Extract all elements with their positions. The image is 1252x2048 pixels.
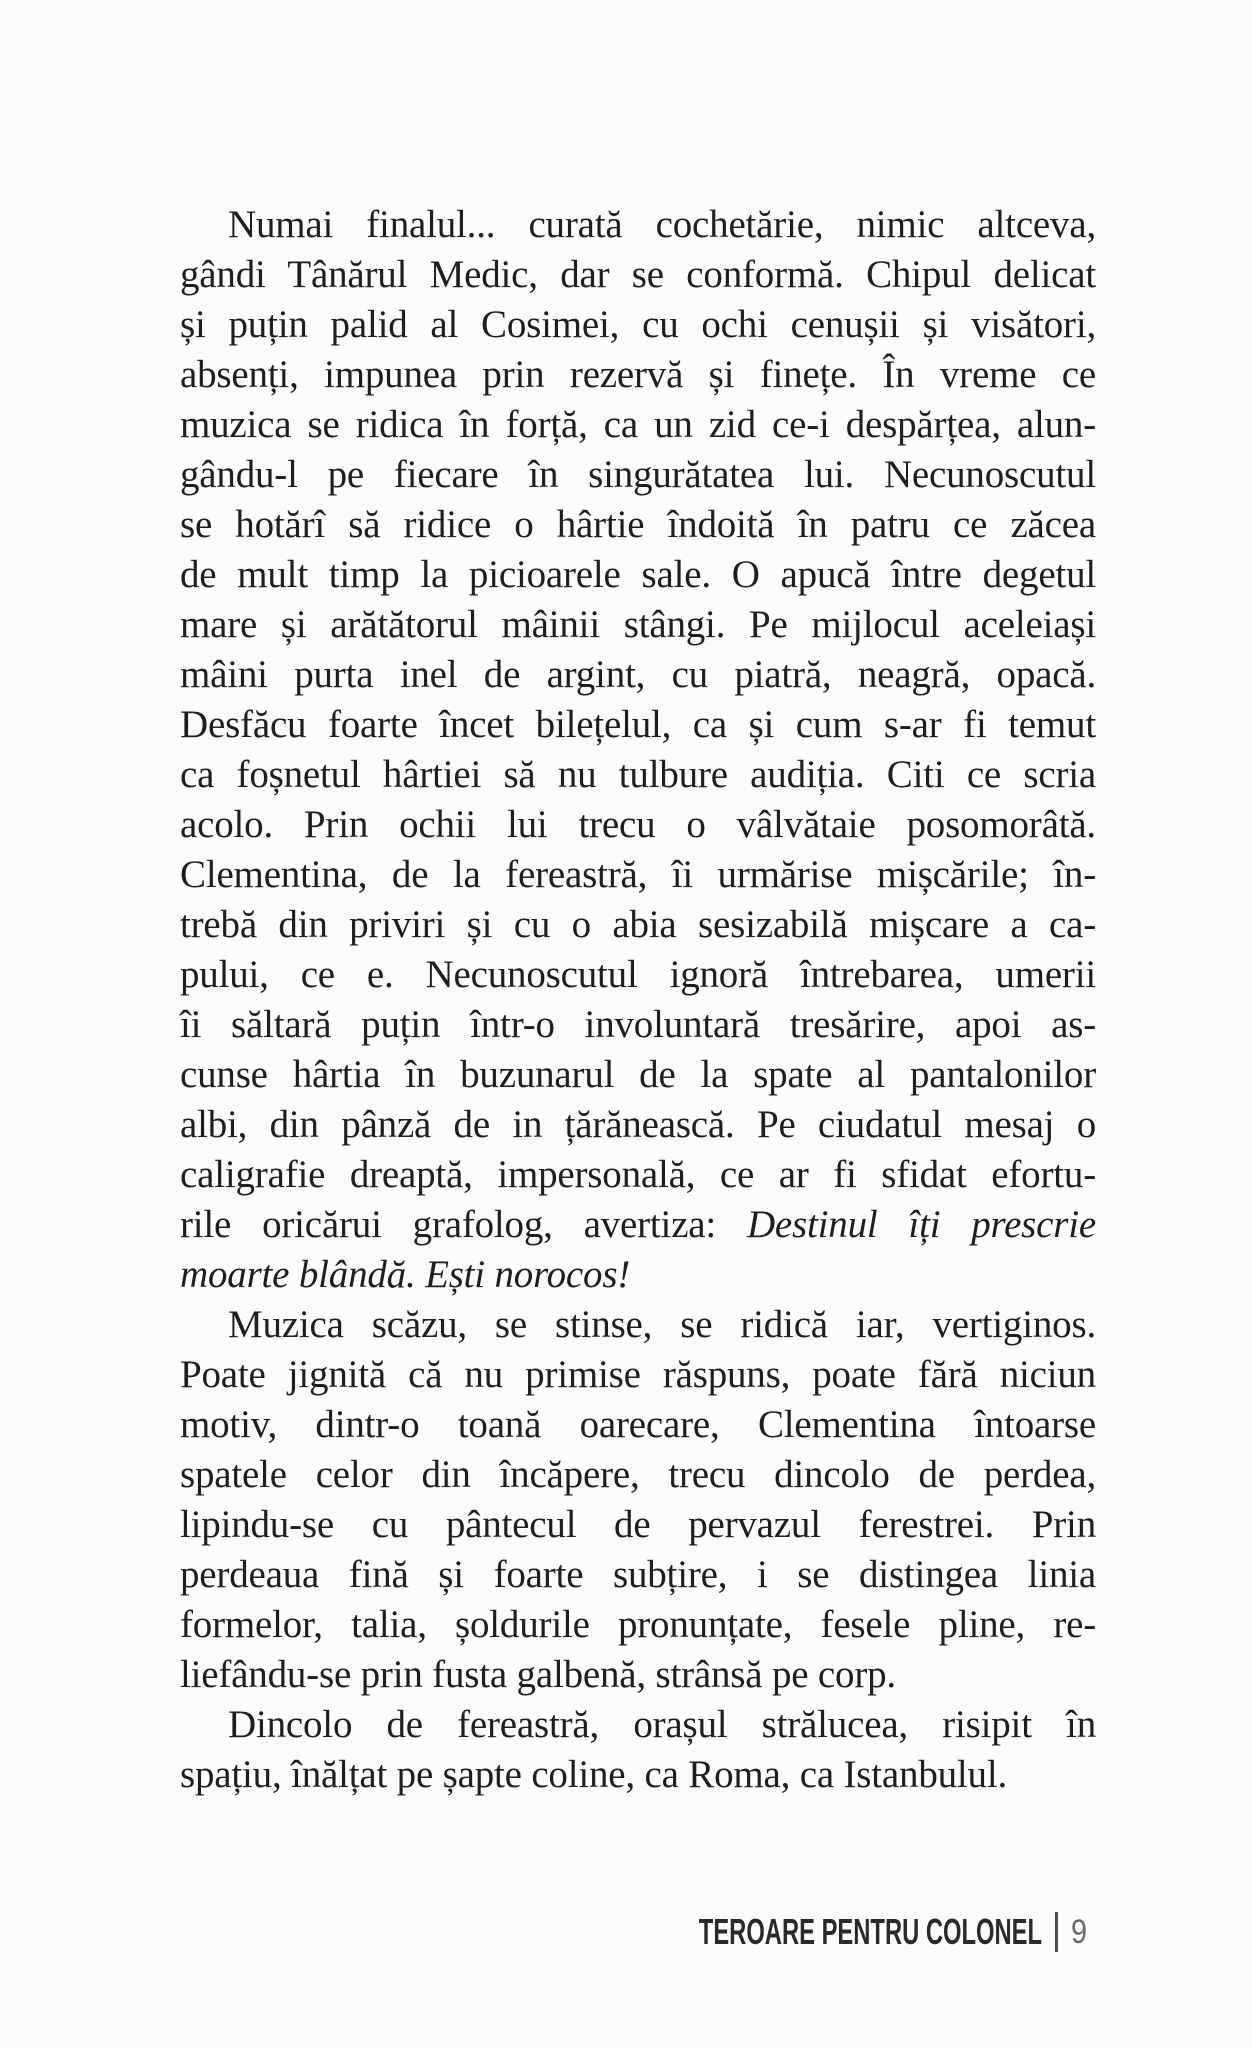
body-text: Numai finalul... curată cochetărie, nimic altceva, (228, 203, 1096, 246)
footer-divider (1055, 1912, 1058, 1952)
text-line (180, 450, 1096, 500)
body-text: perdeaua fină și foarte subțire, i se distingea linia (180, 1553, 1096, 1596)
text-line (180, 1400, 1096, 1450)
body-text: Desfăcu foarte încet bilețelul, ca și cum s-ar fi temut (180, 703, 1096, 746)
body-text: mare și arătătorul mâinii stângi. Pe mijlocul aceleiași (180, 603, 1096, 646)
text-line (180, 950, 1096, 1000)
italic-text: Destinul îți prescrie (746, 1203, 1096, 1246)
body-text: se hotărî să ridice o hârtie îndoită în patru ce zăcea (180, 503, 1096, 546)
body-text: motiv, dintr-o toană oarecare, Clementina întoarse (180, 1403, 1096, 1446)
body-text: Poate jignită că nu primise răspuns, poate fără niciun (180, 1353, 1096, 1396)
running-title: TEROARE PENTRU COLONEL (698, 1911, 1043, 1952)
body-text: acolo. Prin ochii lui trecu o vâlvătaie posomorâtă. (180, 803, 1096, 846)
text-line (180, 1200, 1096, 1250)
text-line (180, 200, 1096, 250)
text-line (180, 400, 1096, 450)
text-line (180, 600, 1096, 650)
body-text: albi, din pânză de in țărănească. Pe ciudatul mesaj o (180, 1103, 1096, 1146)
text-line (180, 1300, 1096, 1350)
text-line (180, 900, 1096, 950)
text-line (180, 550, 1096, 600)
text-line (180, 1100, 1096, 1150)
text-line (180, 1250, 1096, 1300)
text-line (180, 1050, 1096, 1100)
text-line (180, 1150, 1096, 1200)
text-line (180, 850, 1096, 900)
body-text: de mult timp la picioarele sale. O apucă între degetul (180, 553, 1096, 596)
text-line (180, 300, 1096, 350)
body-text: Dincolo de fereastră, orașul strălucea, risipit în (228, 1703, 1096, 1746)
text-line (180, 350, 1096, 400)
text-line (180, 1500, 1096, 1550)
body-text: mâini purta inel de argint, cu piatră, neagră, opacă. (180, 653, 1096, 696)
text-line (180, 500, 1096, 550)
text-line (180, 1600, 1096, 1650)
body-text: cunse hârtia în buzunarul de la spate al pantalonilor (180, 1053, 1096, 1096)
body-text: absenți, impunea prin rezervă și finețe. În vreme ce (180, 353, 1096, 396)
body-text: îi săltară puțin într-o involuntară tresărire, apoi as- (180, 1003, 1096, 1046)
text-line (180, 650, 1096, 700)
page-number: 9 (1071, 1912, 1088, 1951)
body-text: și puțin palid al Cosimei, cu ochi cenușii și visători, (180, 303, 1096, 346)
text-line (180, 1550, 1096, 1600)
body-text: gândi Tânărul Medic, dar se conformă. Chipul delicat (180, 253, 1096, 296)
text-column (180, 200, 1096, 1800)
text-line (180, 750, 1096, 800)
text-line (180, 1750, 1096, 1800)
text-line (180, 1650, 1096, 1700)
body-text: caligrafie dreaptă, impersonală, ce ar fi sfidat efortu- (180, 1153, 1096, 1196)
text-line (180, 1000, 1096, 1050)
body-text: ca foșnetul hârtiei să nu tulbure audiția. Citi ce scria (180, 753, 1096, 796)
body-text: muzica se ridica în forță, ca un zid ce-i despărțea, alun- (180, 403, 1096, 446)
body-text: spațiu, înălțat pe șapte coline, ca Roma, ca Istanbulul. (180, 1753, 1008, 1796)
text-line (180, 1350, 1096, 1400)
text-line (180, 1450, 1096, 1500)
text-line (180, 700, 1096, 750)
body-text: spatele celor din încăpere, trecu dincolo de perdea, (180, 1453, 1096, 1496)
body-text: formelor, talia, șoldurile pronunțate, fesele pline, re- (180, 1603, 1096, 1646)
body-text: pului, ce e. Necunoscutul ignoră întrebarea, umerii (180, 953, 1096, 996)
text-line (180, 250, 1096, 300)
body-text: Muzica scăzu, se stinse, se ridică iar, vertiginos. (228, 1303, 1096, 1346)
body-text: trebă din priviri și cu o abia sesizabilă mișcare a ca- (180, 903, 1096, 946)
text-line (180, 800, 1096, 850)
body-text: rile oricărui grafolog, avertiza: (180, 1203, 747, 1246)
text-line (180, 1700, 1096, 1750)
italic-text: moarte blândă. Ești norocos! (180, 1253, 631, 1296)
body-text: liefându-se prin fusta galbenă, strânsă pe corp. (180, 1653, 896, 1696)
body-text: Clementina, de la fereastră, îi urmărise mișcările; în- (180, 853, 1096, 896)
footer (522, 1908, 1090, 1956)
body-text: gându-l pe fiecare în singurătatea lui. Necunoscutul (180, 453, 1096, 496)
body-text: lipindu-se cu pântecul de pervazul ferestrei. Prin (180, 1503, 1096, 1546)
